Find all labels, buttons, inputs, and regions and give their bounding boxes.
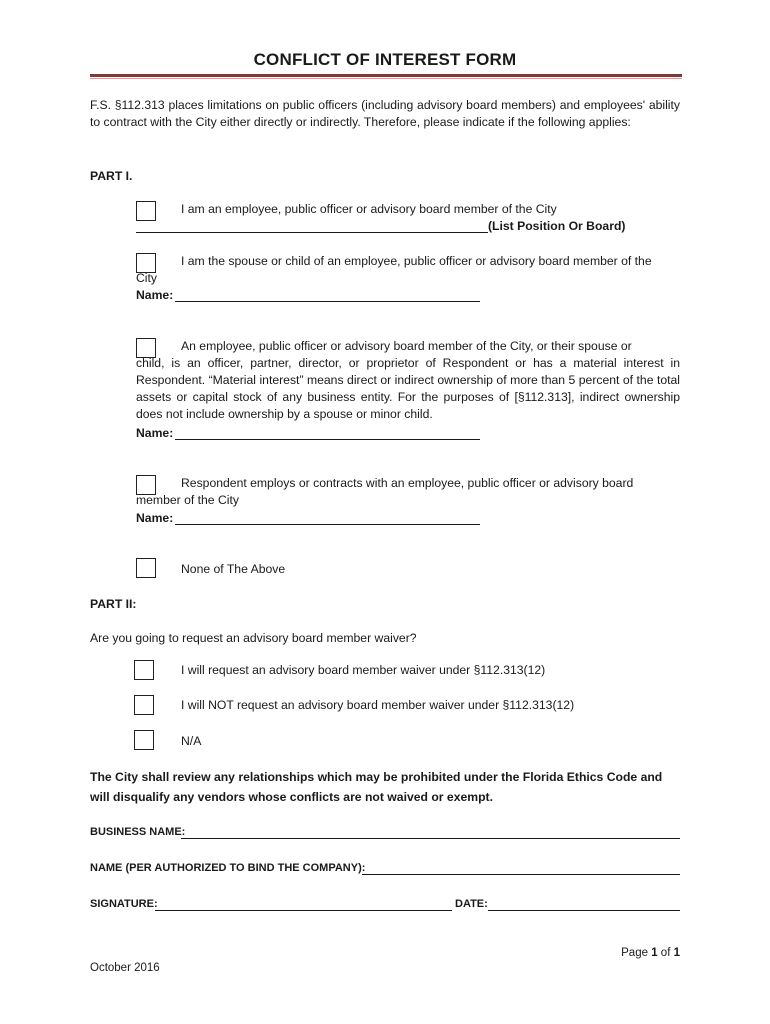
page-current: 1 — [651, 947, 658, 959]
part1-opt3-name-line[interactable] — [175, 439, 480, 440]
part1-opt3-text-cont: child, is an officer, partner, director, or proprietor of Respondent or has a material interest in Respondent. “Material interest” means direct or indirect ownership of more than 5 percent of the total assets or capital stock of any business entity. For the purposes of [§112.313], indirect ownership does not include ownership by a spouse or minor child. — [136, 356, 680, 421]
business-name-label: BUSINESS NAME: — [90, 826, 186, 838]
part1-opt1-text: I am an employee, public officer or advisory board member of the City — [181, 202, 557, 216]
part2-opt3-text: N/A — [181, 734, 202, 748]
part1-opt5-text: None of The Above — [181, 562, 286, 576]
page-total: 1 — [673, 947, 680, 959]
business-name-line[interactable] — [181, 838, 680, 839]
part2-opt2-text: I will NOT request an advisory board member waiver under §112.313(12) — [181, 698, 575, 712]
date-label: DATE: — [455, 898, 488, 910]
part1-opt1-checkbox[interactable] — [136, 201, 156, 221]
part2-opt1-checkbox[interactable] — [134, 660, 154, 680]
part2-heading: PART II: — [90, 597, 137, 611]
part1-opt3-name-label: Name: — [136, 426, 174, 440]
part1-opt2-name-line[interactable] — [175, 301, 480, 302]
part1-opt2-text: I am the spouse or child of an employee, public officer or advisory board member of the — [181, 254, 652, 268]
review-statement: The City shall review any relationships which may be prohibited under the Florida Ethics Code and will disqualify any vendors whose conflicts are not waived or exempt. — [90, 770, 663, 804]
part1-heading: PART I. — [90, 169, 133, 183]
part2-opt3-checkbox[interactable] — [134, 730, 154, 750]
authorized-name-line[interactable] — [362, 874, 680, 875]
title-rule-shadow — [90, 78, 682, 79]
part1-opt3-text: An employee, public officer or advisory board member of the City, or their spouse or — [181, 339, 632, 353]
page-number — [621, 947, 680, 959]
part1-opt4-name-label: Name: — [136, 511, 174, 525]
part1-opt2-text-cont: City — [136, 271, 157, 285]
part1-opt4-name-line[interactable] — [175, 524, 480, 525]
date-line[interactable] — [488, 910, 680, 911]
part2-question: Are you going to request an advisory board member waiver? — [90, 631, 417, 645]
signature-label: SIGNATURE: — [90, 898, 158, 910]
position-line-label: (List Position Or Board) — [488, 219, 626, 233]
part1-opt4-text-cont: member of the City — [136, 493, 239, 507]
intro-paragraph: F.S. §112.313 places limitations on public officers (including advisory board members) and employees' ability to contract with the City either directly or indirectly. Therefore, please indicate if the following applies: — [90, 98, 680, 129]
footer-date: October 2016 — [90, 962, 160, 974]
authorized-name-label: NAME (PER AUTHORIZED TO BIND THE COMPANY): — [90, 862, 366, 874]
form-title: CONFLICT OF INTEREST FORM — [253, 50, 517, 69]
page-of: of — [657, 947, 674, 959]
page-prefix: Page — [621, 947, 652, 959]
part1-opt2-name-label: Name: — [136, 288, 174, 302]
title-rule — [90, 74, 682, 77]
part2-opt2-checkbox[interactable] — [134, 695, 154, 715]
position-line[interactable] — [136, 232, 488, 233]
part2-opt1-text: I will request an advisory board member waiver under §112.313(12) — [181, 663, 546, 677]
part1-opt4-text: Respondent employs or contracts with an employee, public officer or advisory board — [181, 476, 634, 490]
part1-opt5-checkbox[interactable] — [136, 558, 156, 578]
signature-line[interactable] — [155, 910, 452, 911]
